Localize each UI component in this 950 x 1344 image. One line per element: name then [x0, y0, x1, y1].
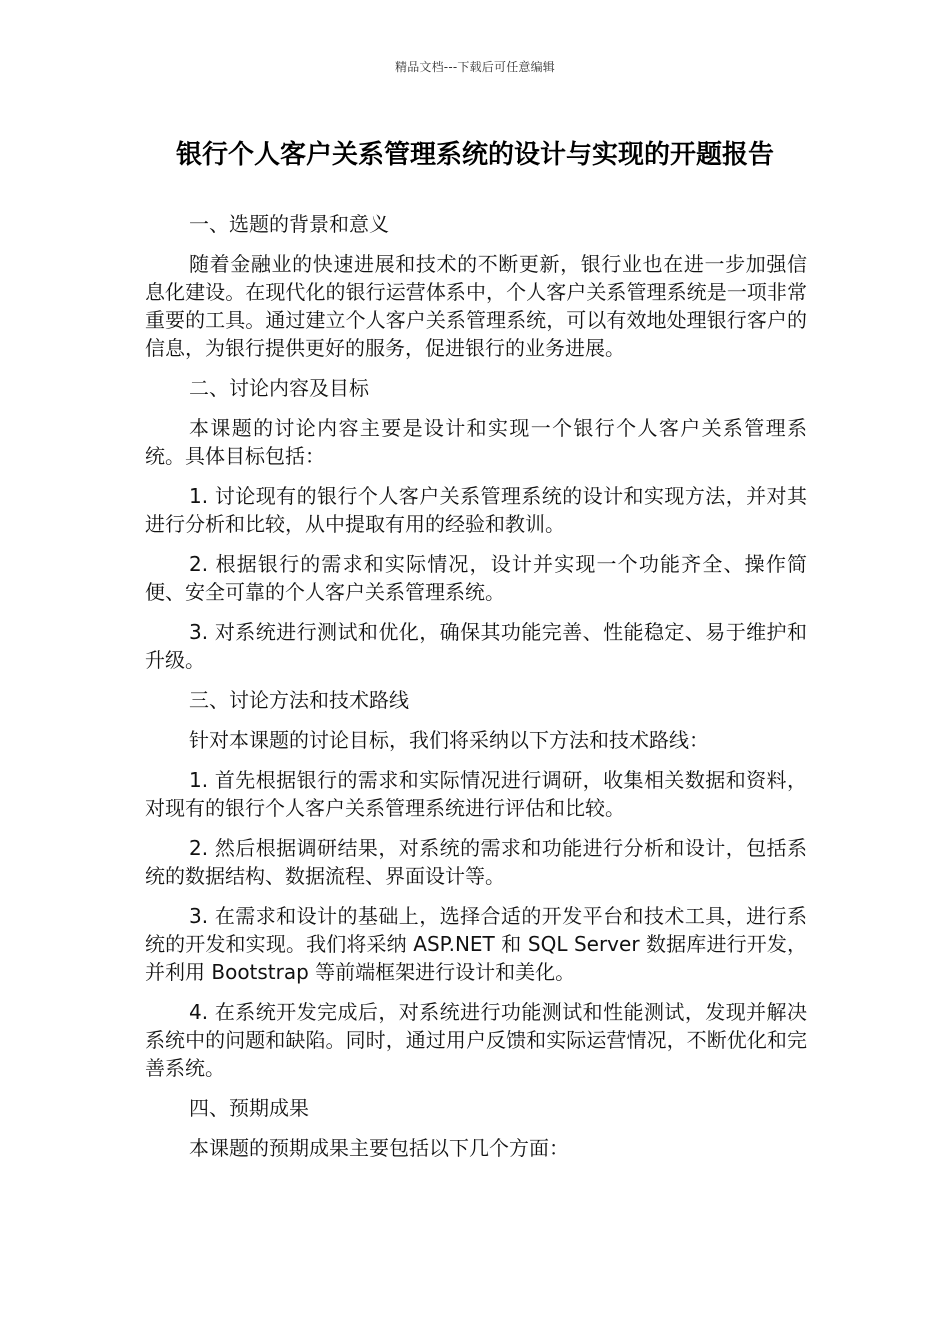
- paragraph: 针对本课题的讨论目标，我们将采纳以下方法和技术路线：: [189, 728, 709, 752]
- header-note: 精品文档---下载后可任意编辑: [395, 60, 555, 74]
- paragraph: 3. 在需求和设计的基础上，选择合适的开发平台和技术工具，进行系统的开发和实现。我们将采纳 ASP.NET 和 SQL Server 数据库进行开发，并利用 Bootstrap 等前端框架进行设计和美化。: [145, 904, 807, 984]
- section-heading: 二、讨论内容及目标: [189, 376, 369, 400]
- paragraph: 2. 根据银行的需求和实际情况，设计并实现一个功能齐全、操作简便、安全可靠的个人客户关系管理系统。: [145, 552, 807, 604]
- paragraph: 本课题的讨论内容主要是设计和实现一个银行个人客户关系管理系统。具体目标包括：: [145, 416, 807, 468]
- section-heading: 四、预期成果: [189, 1096, 309, 1120]
- document-body: [145, 210, 807, 1174]
- paragraph: 4. 在系统开发完成后，对系统进行功能测试和性能测试，发现并解决系统中的问题和缺陷。同时，通过用户反馈和实际运营情况，不断优化和完善系统。: [145, 1000, 807, 1080]
- section-heading: 一、选题的背景和意义: [189, 212, 389, 236]
- paragraph: 随着金融业的快速进展和技术的不断更新，银行业也在进一步加强信息化建设。在现代化的银行运营体系中，个人客户关系管理系统是一项非常重要的工具。通过建立个人客户关系管理系统，可以有效地处理银行客户的信息，为银行提供更好的服务，促进银行的业务进展。: [145, 252, 807, 360]
- paragraph: 本课题的预期成果主要包括以下几个方面：: [189, 1136, 569, 1160]
- section-heading: 三、讨论方法和技术路线: [189, 688, 409, 712]
- document-title: 银行个人客户关系管理系统的设计与实现的开题报告: [175, 140, 774, 170]
- paragraph: 2. 然后根据调研结果，对系统的需求和功能进行分析和设计，包括系统的数据结构、数据流程、界面设计等。: [145, 836, 807, 888]
- paragraph: 3. 对系统进行测试和优化，确保其功能完善、性能稳定、易于维护和升级。: [145, 620, 807, 672]
- paragraph: 1. 首先根据银行的需求和实际情况进行调研，收集相关数据和资料，对现有的银行个人客户关系管理系统进行评估和比较。: [145, 768, 807, 820]
- paragraph: 1. 讨论现有的银行个人客户关系管理系统的设计和实现方法，并对其进行分析和比较，从中提取有用的经验和教训。: [145, 484, 807, 536]
